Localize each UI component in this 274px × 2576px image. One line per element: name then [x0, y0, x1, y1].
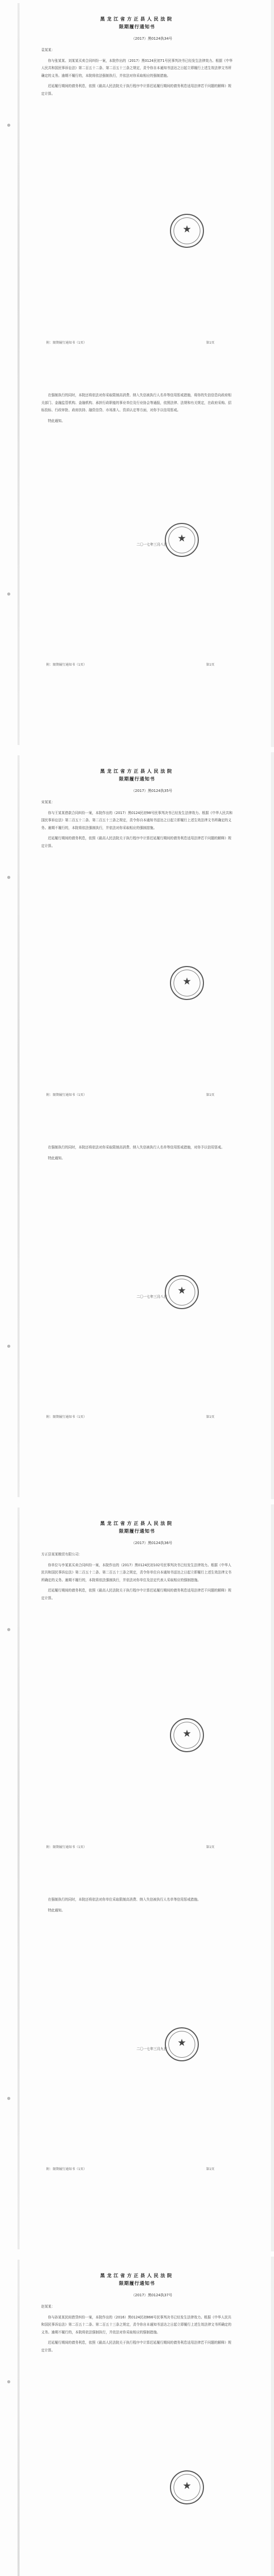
signature-block	[136, 541, 167, 548]
punch-hole	[7, 124, 10, 127]
issue-date: 二〇一七年三月八日	[136, 1295, 167, 1299]
footer-note: 附：限期履行通知书（1页）	[46, 663, 87, 667]
page-number: 第1页	[206, 663, 215, 667]
court-seal	[170, 1718, 204, 1752]
court-seal	[165, 523, 199, 557]
signature-block	[136, 1293, 167, 1300]
signature-block	[136, 2045, 167, 2053]
paragraph: 迟延履行期间的债务利息，依照《最高人民法院关于执行程序中计算迟延履行期间的债务利息适用法律若干问题的解释》规定计算。	[41, 84, 232, 96]
body-part-1	[41, 799, 233, 853]
paragraph: 迟延履行期间的债务利息，依照《最高人民法院关于执行程序中计算迟延履行期间的债务利息适用法律若干问题的解释》规定计算。	[41, 1588, 232, 1600]
addressee: 袁某某：	[41, 48, 55, 52]
document-title: 限期履行通知书	[118, 1529, 155, 1534]
case-number: （2017）黑0124执35号	[131, 789, 173, 793]
page-number: 第1页	[206, 1415, 215, 1419]
document-title: 限期履行通知书	[118, 25, 155, 30]
body-part-2	[41, 1144, 233, 1165]
page-edge	[271, 2257, 274, 2576]
case-number: （2017）黑0124执37号	[131, 2293, 173, 2297]
binding-shadow	[18, 2260, 20, 2576]
paragraph: 你与王某某借款合同纠纷一案，本院作出的（2017）黑0124民初98号民事判决书已经发生法律效力。根据《中华人民共和国民事诉讼法》第二百五十二条、第二百五十三条之规定，责令你自本通知书送达之日起立即履行上述生效法律文书所确定的义务。逾期不履行的，本院将依法强制执行，并依法对你采取相应的强制措施。	[41, 810, 233, 830]
binding-shadow	[18, 1507, 20, 2249]
document-title: 限期履行通知书	[118, 777, 155, 782]
page-number: 第1页	[206, 2167, 215, 2171]
star-icon: ★	[182, 976, 192, 987]
paragraph: 特此通知。	[48, 1156, 65, 1160]
court-seal	[170, 966, 204, 1000]
paragraph: 特此通知。	[48, 1908, 65, 1912]
paragraph: 你单位与李某某买卖合同纠纷一案，本院作出的（2017）黑0124民初102号民事判决书已经发生法律效力。根据《中华人民共和国民事诉讼法》第二百五十二条、第二百五十三条之规定，责令你单位自本通知书送达之日起立即履行上述生效法律文书所确定的义务。逾期不履行的，本院将依法强制执行，并依法对你单位及法定代表人采取相应的强制措施。	[41, 1563, 232, 1582]
star-icon: ★	[182, 224, 192, 235]
issue-date: 二〇一七年三月九日	[136, 2047, 167, 2051]
footer-note: 附：限期履行通知书（1页）	[46, 2167, 87, 2171]
page-edge	[271, 752, 274, 1499]
case-number: （2017）黑0124执34号	[131, 37, 173, 41]
page-surface	[0, 2257, 274, 2576]
paragraph: 在强制执行的同时，本院还将依法对你单位采取限制高消费、纳入失信被执行人名单等信用惩戒措施。	[48, 1897, 201, 1902]
paragraph: 在强制执行的同时，本院还将依法对你采取限制高消费、纳入失信被执行人名单等信用惩戒措施，将你的失信信息向政府相关部门、金融监管机构、金融机构、承担行政职能的事业单位及行业协会等通报，依照法律、法规和有关规定，在政府采购、招标投标、行政审批、政府扶持、融资信贷、市场准入、资质认定等方面，对你予以信用惩戒。	[41, 393, 232, 412]
paragraph: 你与孙某某民间借贷纠纷一案，本院作出的（2016）黑0124民初866号民事判决书已经发生法律效力。根据《中华人民共和国民事诉讼法》第二百五十二条、第二百五十三条之规定，责令你自本通知书送达之日起立即履行上述生效法律文书所确定的义务。逾期不履行的，本院将依法强制执行，并依法对你采取相应的强制措施。	[41, 2315, 232, 2334]
court-name: 黑龙江省方正县人民法院	[100, 1521, 174, 1527]
addressee: 赵某某：	[41, 2304, 55, 2309]
footer-note: 附：限期履行通知书（1页）	[46, 1093, 87, 1097]
body-part-2	[41, 1896, 233, 1917]
paragraph: 你与张某某、刘某某买卖合同纠纷一案，本院作出的（2017）黑0124民初71号民事判决书已经发生法律效力。根据《中华人民共和国民事诉讼法》第二百五十二条、第二百五十三条之规定，责令你自本通知书送达之日起立即履行上述生效法律文书所确定的义务。逾期不履行的，本院将依法强制执行，并依法对你采取相应的强制措施。	[41, 58, 233, 78]
notice-page	[0, 1504, 274, 2257]
page-edge	[271, 0, 274, 747]
case-number: （2017）黑0124执36号	[131, 1541, 173, 1545]
page-number: 第1页	[206, 1845, 215, 1849]
court-seal	[170, 214, 204, 248]
paragraph: 特此通知。	[48, 418, 65, 423]
punch-hole	[7, 592, 10, 596]
star-icon: ★	[177, 1285, 186, 1296]
body-part-1	[41, 46, 233, 100]
page-number: 第1页	[206, 1093, 215, 1097]
footer-note: 附：限期履行通知书（1页）	[46, 341, 87, 345]
notice-page	[0, 0, 274, 752]
footer-note: 附：限期履行通知书（1页）	[46, 1845, 87, 1849]
notice-page	[0, 2257, 274, 2576]
paragraph: 迟延履行期间的债务利息，依照《最高人民法院关于执行程序中计算迟延履行期间的债务利息适用法律若干问题的解释》规定计算。	[41, 2341, 232, 2352]
document-title: 限期履行通知书	[118, 2281, 155, 2286]
court-seal	[165, 2027, 199, 2061]
body-part-1	[41, 1551, 233, 1605]
body-part-2	[41, 392, 233, 428]
binding-shadow	[18, 3, 20, 745]
star-icon: ★	[177, 533, 186, 544]
page-surface	[0, 752, 274, 1499]
body-part-1	[41, 2303, 233, 2357]
footer-note: 附：限期履行通知书（1页）	[46, 1415, 87, 1419]
court-seal	[170, 2470, 204, 2504]
punch-hole	[7, 2097, 10, 2100]
addressee: 宋某某：	[41, 800, 55, 804]
binding-shadow	[18, 755, 20, 1497]
star-icon: ★	[182, 2480, 192, 2492]
paragraph: 在强制执行的同时，本院还将依法对你采取限制高消费、纳入失信被执行人名单等信用惩戒措施，对你予以信用惩戒。	[48, 1145, 225, 1149]
court-seal	[165, 1275, 199, 1309]
addressee: 方正县某某粮贸有限公司：	[41, 1552, 82, 1556]
issue-date: 二〇一七年三月八日	[136, 543, 167, 547]
page-edge	[271, 1504, 274, 2251]
court-name: 黑龙江省方正县人民法院	[100, 17, 174, 22]
page-surface	[0, 1504, 274, 2251]
notice-page	[0, 752, 274, 1504]
star-icon: ★	[182, 1728, 192, 1739]
page-surface	[0, 0, 274, 747]
punch-hole	[7, 1628, 10, 1631]
paragraph: 迟延履行期间的债务利息，依照《最高人民法院关于执行程序中计算迟延履行期间的债务利息适用法律若干问题的解释》规定计算。	[41, 836, 232, 848]
page-number: 第1页	[206, 341, 215, 345]
court-name: 黑龙江省方正县人民法院	[100, 769, 174, 774]
star-icon: ★	[177, 2037, 186, 2048]
punch-hole	[7, 1345, 10, 1348]
punch-hole	[7, 2380, 10, 2383]
punch-hole	[7, 876, 10, 879]
court-name: 黑龙江省方正县人民法院	[100, 2274, 174, 2279]
